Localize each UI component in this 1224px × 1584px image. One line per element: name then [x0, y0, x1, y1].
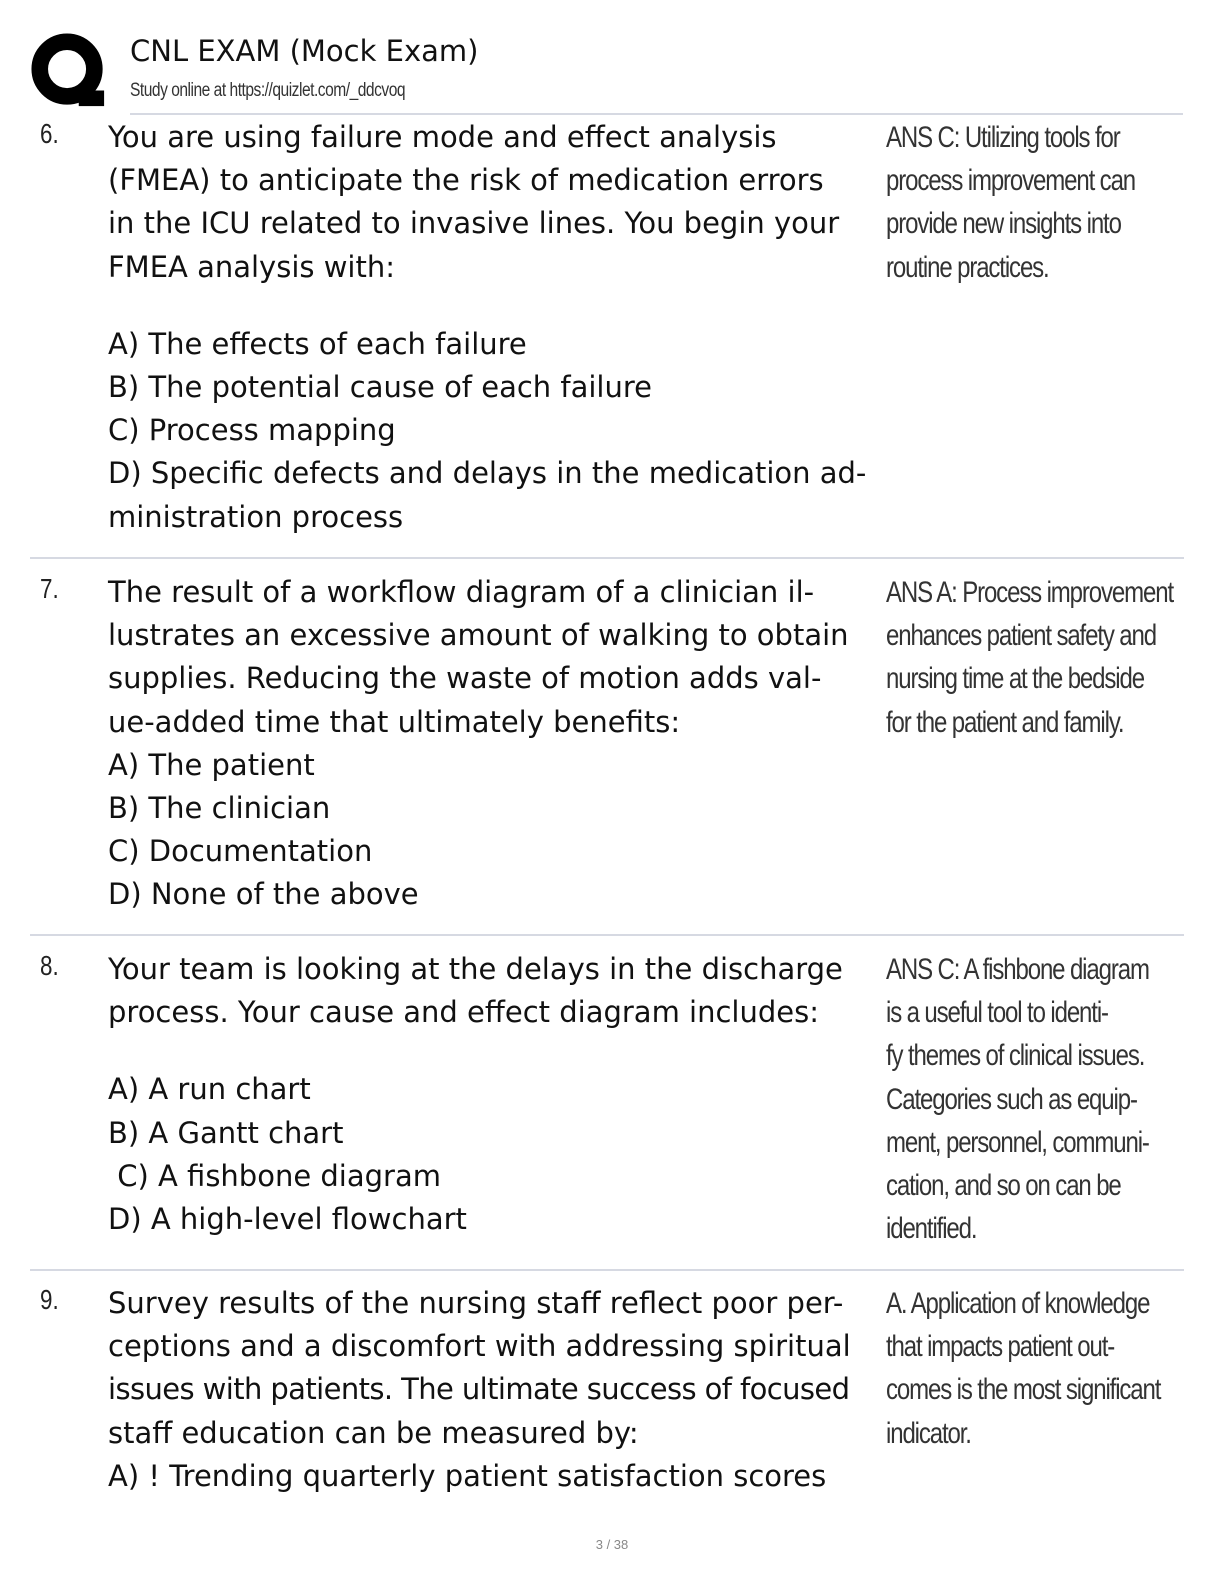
answer-line: routine practices.: [886, 250, 1049, 284]
question-line: Your team is looking at the delays in the discharge: [108, 952, 843, 986]
answer-text: [886, 948, 1150, 1250]
question-line: supplies. Reducing the waste of motion adds val-: [108, 661, 822, 696]
option-line: B) The potential cause of each failure: [108, 370, 652, 405]
flashcard-6: [30, 116, 1184, 560]
option-line: C) A fishbone diagram: [108, 1158, 441, 1193]
option-line: D) Specific defects and delays in the medication ad-: [108, 456, 867, 491]
answer-line: cation, and so on can be: [886, 1169, 1121, 1203]
question-line: FMEA analysis with:: [108, 249, 396, 284]
option-line: C) Process mapping: [108, 413, 396, 448]
option-line: A) A run chart: [108, 1072, 311, 1107]
page-header: [30, 28, 1190, 112]
card-number: 9.: [40, 1284, 59, 1315]
answer-line: A. Application of knowledge: [886, 1287, 1150, 1320]
answer-line: ANS C: A fishbone diagram: [886, 953, 1149, 986]
option-line: B) The clinician: [108, 791, 331, 826]
question-text: [108, 116, 878, 539]
question-line: issues with patients. The ultimate success of focused: [108, 1372, 850, 1407]
page-number: 3 / 38: [595, 1537, 629, 1552]
card-number: 8.: [40, 950, 59, 981]
study-online-link[interactable]: Study online at https://quizlet.com/_ddcvoq: [130, 80, 406, 101]
flashcard-9: [30, 1282, 1184, 1512]
card-divider: [30, 934, 1184, 936]
question-line: (FMEA) to anticipate the risk of medication errors: [108, 163, 824, 198]
option-line: D) A high-level flowchart: [108, 1202, 467, 1237]
flashcard-8: [30, 948, 1184, 1272]
answer-text: [886, 116, 1150, 289]
question-line: lustrates an excessive amount of walking to obtain: [108, 618, 849, 653]
question-line: ceptions and a discomfort with addressing spiritual: [108, 1329, 851, 1364]
question-text: [108, 1282, 878, 1498]
card-number: 7.: [40, 573, 59, 604]
question-line: The result of a workflow diagram of a clinician il-: [108, 575, 815, 609]
answer-line: is a useful tool to identi-: [886, 996, 1108, 1030]
answer-line: ment, personnel, communi-: [886, 1125, 1149, 1159]
question-line: staff education can be measured by:: [108, 1415, 639, 1450]
answer-line: nursing time at the bedside: [886, 662, 1144, 696]
answer-line: enhances patient safety and: [886, 619, 1156, 653]
answer-text: [886, 1282, 1161, 1455]
option-line: A) The patient: [108, 747, 315, 782]
answer-line: provide new insights into: [886, 207, 1121, 241]
question-line: You are using failure mode and effect analysis: [108, 120, 777, 154]
answer-line: ANS A: Process improvement: [886, 576, 1173, 609]
option-line: B) A Gantt chart: [108, 1115, 344, 1150]
flashcard-7: [30, 571, 1184, 937]
page-title: CNL EXAM (Mock Exam): [130, 34, 479, 68]
question-line: Survey results of the nursing staff reflect poor per-: [108, 1286, 844, 1320]
answer-line: ANS C: Utilizing tools for: [886, 121, 1120, 154]
answer-line: for the patient and family.: [886, 705, 1124, 739]
card-number: 6.: [40, 118, 59, 149]
option-line: A) The effects of each failure: [108, 326, 527, 361]
question-line: process. Your cause and effect diagram includes:: [108, 995, 819, 1030]
card-divider: [30, 557, 1184, 559]
option-line: A) ! Trending quarterly patient satisfaction scores: [108, 1458, 827, 1493]
card-divider: [30, 1269, 1184, 1271]
answer-line: identified.: [886, 1212, 977, 1246]
answer-line: comes is the most significant: [886, 1373, 1161, 1407]
question-line: in the ICU related to invasive lines. You begin your: [108, 206, 840, 241]
option-line: D) None of the above: [108, 877, 419, 912]
answer-line: fy themes of clinical issues.: [886, 1039, 1145, 1073]
answer-line: indicator.: [886, 1416, 971, 1450]
question-line: ue-added time that ultimately benefits:: [108, 704, 681, 739]
option-line: ministration process: [108, 499, 404, 534]
question-text: [108, 571, 878, 917]
header-divider: [130, 113, 1183, 115]
quizlet-logo-icon: [30, 32, 108, 110]
question-text: [108, 948, 878, 1241]
answer-text: [886, 571, 1173, 744]
answer-line: that impacts patient out-: [886, 1330, 1115, 1364]
option-line: C) Documentation: [108, 834, 373, 869]
answer-line: process improvement can: [886, 164, 1136, 198]
answer-line: Categories such as equip-: [886, 1082, 1137, 1116]
